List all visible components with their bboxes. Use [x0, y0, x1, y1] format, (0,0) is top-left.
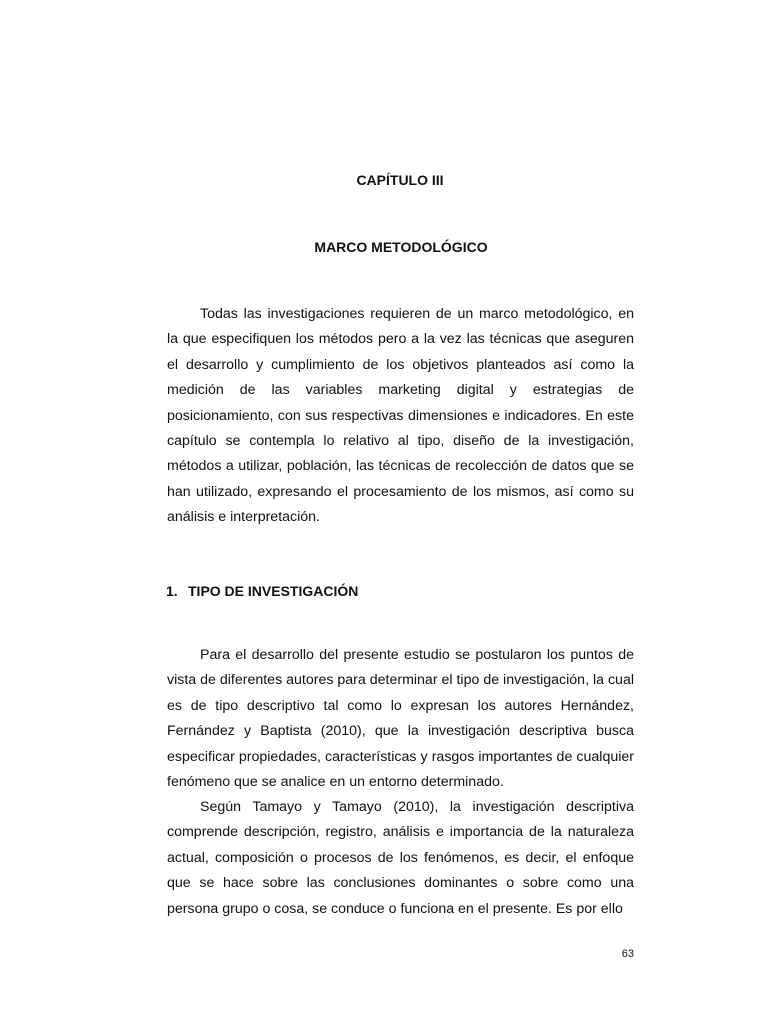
intro-paragraph: Todas las investigaciones requieren de un marco metodológico, en la que especifiquen los métodos pero a la vez las técnicas que aseguren el desarrollo y cumplimiento de los objetivos planteados así como la medición de las variables marketing digital y estrategias de posicionamiento, con sus respectivas dimensiones e indicadores. En este capítulo se contempla lo relativo al tipo, diseño de la investigación, métodos a utilizar, población, las técnicas de recolección de datos que se han utilizado, expresando el procesamiento de los mismos, así como su análisis e interpretación. [167, 306, 634, 526]
chapter-title: MARCO METODOLÓGICO [314, 239, 488, 255]
body-paragraph: Según Tamayo y Tamayo (2010), la investigación descriptiva comprende descripción, registro, análisis e importancia de la naturaleza actual, composición o procesos de los fenómenos, es decir, el enfoque que se hace sobre las conclusiones dominantes o sobre como una persona grupo o cosa, se conduce o funciona en el presente. Es por ello [167, 799, 634, 917]
chapter-label: CAPÍTULO III [356, 172, 444, 188]
section-number: 1. [166, 583, 178, 599]
body-paragraph: Para el desarrollo del presente estudio se postularon los puntos de vista de diferentes autores para determinar el tipo de investigación, la cual es de tipo descriptivo tal como lo expresan los autores Hernández, Fernández y Baptista (2010), que la investigación descriptiva busca especificar propiedades, características y rasgos importantes de cualquier fenómeno que se analice en un entorno determinado. [167, 647, 634, 791]
section-title: TIPO DE INVESTIGACIÓN [188, 583, 359, 599]
section-heading [166, 581, 358, 601]
page-number: 63 [621, 948, 634, 960]
